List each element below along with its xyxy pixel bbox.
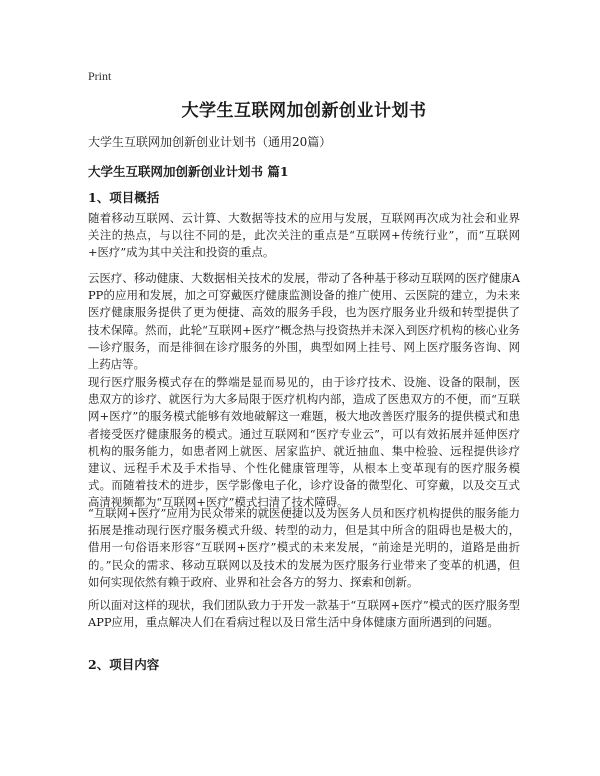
paragraph: “互联网+医疗”应用为民众带来的就医便捷以及为医务人员和医疗机构提供的服务能力拓展是推动现行医疗服务模式升级、转型的动力，但是其中所含的阻碍也是极大的，借用一句俗语来形容“互联网+医疗”模式的未来发展，“前途是光明的，道路是曲折的。”民众的需求、移动互联网以及技术的发展为医疗服务行业带来了变革的机遇，但如何实现依然有赖于政府、业界和社会各方的努力、探索和创新。 [88, 506, 520, 589]
paragraph: 现行医疗服务模式存在的弊端是显而易见的，由于诊疗技术、设施、设备的限制，医患双方的诊疗、就医行为大多局限于医疗机构内部，造成了医患双方的不便，而“互联网+医疗”的服务模式能够有效地破解这一难题，极大地改善医疗服务的提供模式和患者接受医疗健康服务的模式。通过互联网和“医疗专业云”，可以有效拓展并延伸医疗机构的服务能力，如患者网上就医、居家监护、就近抽血、集中检验、远程提供诊疗建议、远程手术及手术指导、个性化健康管理等，从根本上变革现有的医疗服务模式。而随着技术的进步，医学影像电子化，诊疗设备的微型化、可穿戴，以及交互式高清视频都为“互联网+医疗”模式扫清了技术障碍。 [88, 375, 520, 510]
paragraph: 所以面对这样的现状，我们团队致力于开发一款基于“互联网+医疗”模式的医疗服务型APP应用，重点解决人们在看病过程以及日常生活中身体健康方面所遇到的问题。 [88, 598, 520, 630]
section-heading-content: 2、项目内容 [88, 657, 160, 672]
paragraph: 随着移动互联网、云计算、大数据等技术的应用与发展，互联网再次成为社会和业界关注的热点，与以往不同的是，此次关注的重点是“互联网+传统行业”，而“互联网+医疗”成为其中关注和投资的重点。 [88, 211, 520, 260]
print-label[interactable]: Print [88, 69, 112, 83]
article-heading: 大学生互联网加创新创业计划书 篇1 [88, 164, 289, 179]
page-title: 大学生互联网加创新创业计划书 [181, 101, 427, 121]
paragraph: 云医疗、移动健康、大数据相关技术的发展，带动了各种基于移动互联网的医疗健康APP的应用和发展，加之可穿戴医疗健康监测设备的推广使用、云医院的建立，为未来医疗健康服务提供了更为便捷、高效的服务手段，也为医疗服务业升级和转型提供了技术保障。然而，此轮“互联网+医疗”概念热与投资热并未深入到医疗机构的核心业务—诊疗服务，而是徘徊在诊疗服务的外围，典型如网上挂号、网上医疗服务咨询、网上药店等。 [88, 271, 520, 372]
subtitle: 大学生互联网加创新创业计划书（通用20篇） [88, 135, 332, 149]
section-heading-overview: 1、项目概括 [88, 190, 160, 205]
